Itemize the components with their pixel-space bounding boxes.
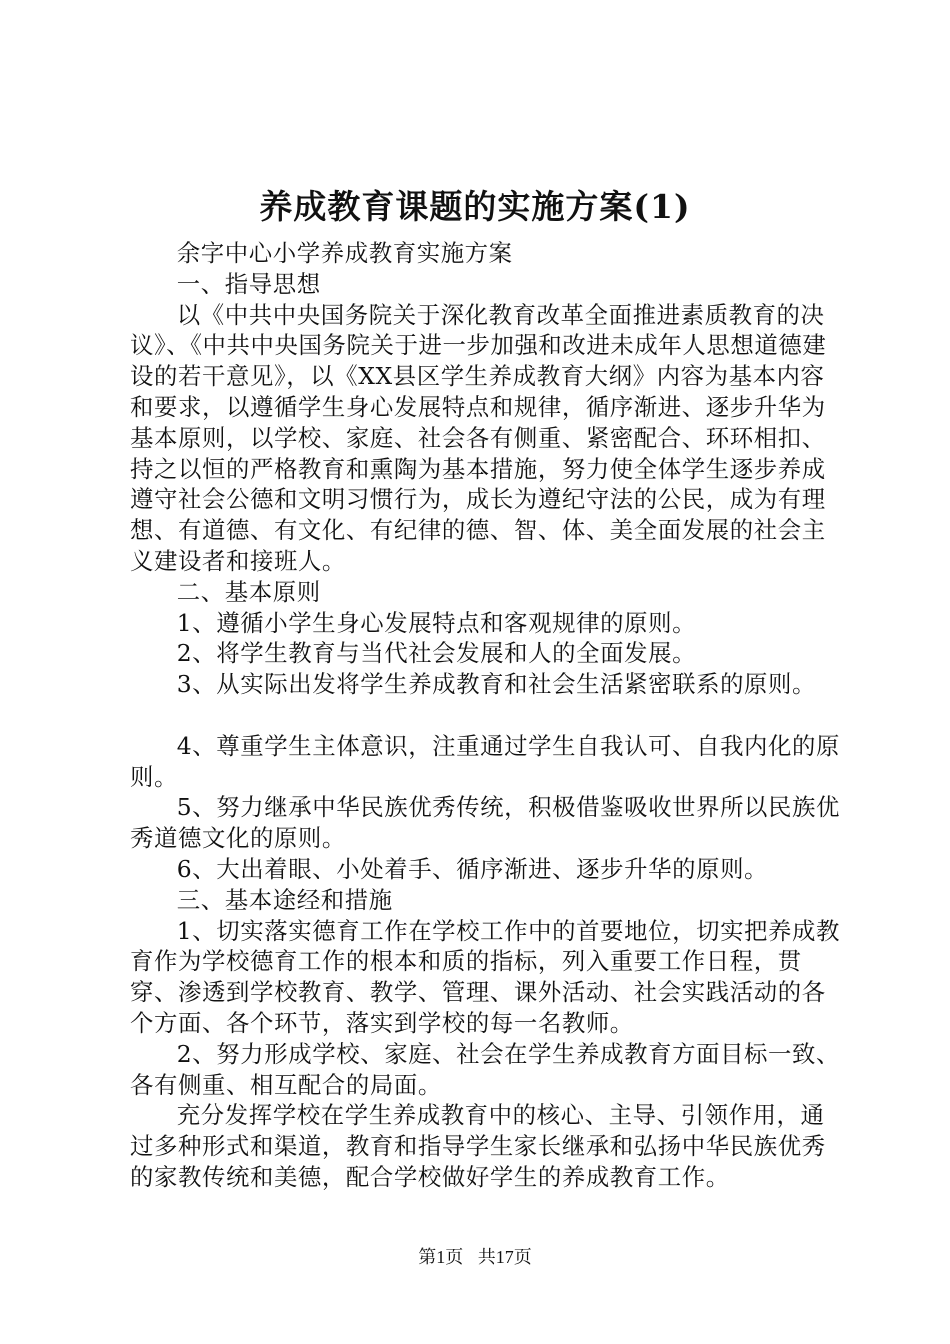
- section-heading-measures: 三、基本途经和措施: [176, 885, 393, 914]
- principle-item-6: 6、大出着眼、小处着手、循序渐进、逐步升华的原则。: [176, 854, 769, 883]
- paragraph-guiding-thought: 以《中共中央国务院关于深化教育改革全面推进素质教育的决议》、《中共中央国务院关于进一步加强和改进未成年人思想道德建设的若干意见》，以《XX县区学生养成教育大纲》内容为基本内容和要求，以遵循学生身心发展特点和规律，循序渐进、逐步升华为基本原则，以学校、家庭、社会各有侧重、紧密配合、环环相扣、持之以恒的严格教育和熏陶为基本措施，努力使全体学生逐步养成遵守社会公德和文明习惯行为，成长为遵纪守法的公民，成为有理想、有道德、有文化、有纪律的德、智、体、美全面发展的社会主义建设者和接班人。: [130, 300, 827, 575]
- paragraph-school-role: 充分发挥学校在学生养成教育中的核心、主导、引领作用，通过多种形式和渠道，教育和指导学生家长继承和弘扬中华民族优秀的家教传统和美德，配合学校做好学生的养成教育工作。: [130, 1101, 826, 1191]
- principle-item-4: 4、尊重学生主体意识，注重通过学生自我认可、自我内化的原则。: [130, 731, 841, 791]
- principle-item-5: 5、努力继承中华民族优秀传统，积极借鉴吸收世界所以民族优秀道德文化的原则。: [130, 793, 841, 853]
- section-heading-basic-principles: 二、基本原则: [176, 577, 321, 606]
- page-total: 共17页: [477, 1247, 532, 1267]
- paragraph-school-plan: 余字中心小学养成教育实施方案: [176, 239, 513, 267]
- document-title: 养成教育课题的实施方案(1): [259, 187, 691, 226]
- measure-item-1: 1、切实落实德育工作在学校工作中的首要地位，切实把养成教育作为学校德育工作的根本和质的指标，列入重要工作日程，贯穿、渗透到学校教育、教学、管理、课外活动、社会实践活动的各个方面、各个环节，落实到学校的每一名教师。: [130, 916, 841, 1037]
- principle-item-2: 2、将学生教育与当代社会发展和人的全面发展。: [176, 639, 697, 668]
- page-footer: [0, 1246, 950, 1268]
- page-number: 第1页: [418, 1247, 464, 1267]
- section-heading-guiding-thought: 一、指导思想: [176, 269, 321, 298]
- measure-item-2: 2、努力形成学校、家庭、社会在学生养成教育方面目标一致、各有侧重、相互配合的局面。: [130, 1039, 841, 1099]
- document-body: [130, 238, 846, 1193]
- principle-item-1: 1、遵循小学生身心发展特点和客观规律的原则。: [176, 608, 697, 637]
- principle-item-3: 3、从实际出发将学生养成教育和社会生活紧密联系的原则。: [176, 670, 817, 699]
